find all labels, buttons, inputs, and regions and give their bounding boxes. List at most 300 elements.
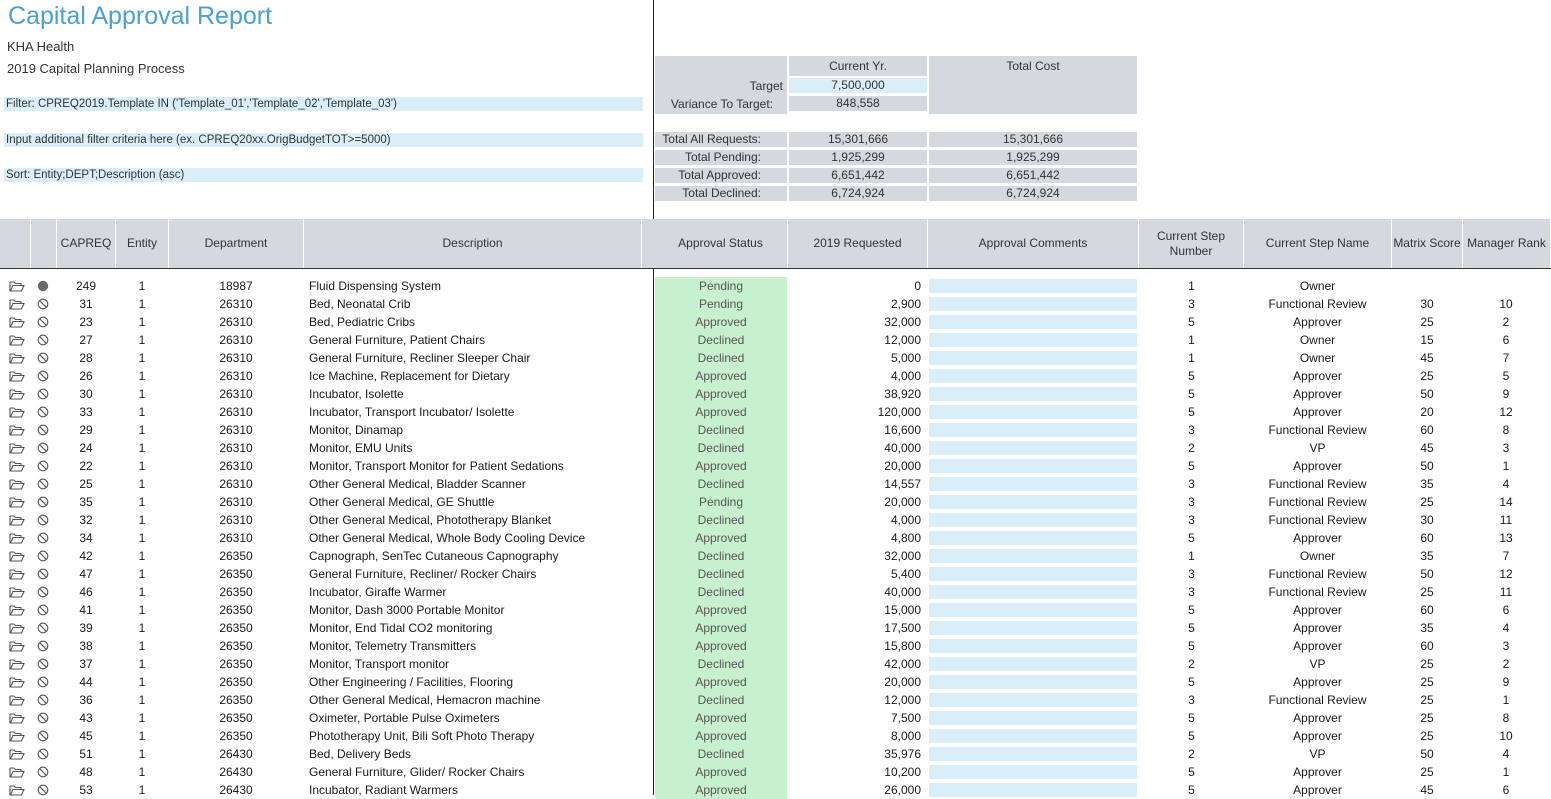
matrix-score-cell: 25 [1420,495,1434,509]
requested-cell: 120,000 [877,405,921,419]
cancel-icon[interactable] [37,727,51,745]
cancel-icon[interactable] [37,745,51,763]
department-cell: 26350 [219,675,253,689]
table-row [0,367,1551,385]
approval-status-cell[interactable]: Approved [655,457,787,475]
cancel-icon[interactable] [37,673,51,691]
header-manager-rank[interactable]: Manager Rank [1463,219,1551,268]
approval-comments-input[interactable] [929,315,1137,329]
approval-comments-input[interactable] [929,729,1137,743]
summary-line-label: Total All Requests: [655,132,787,147]
approval-status-cell[interactable]: Approved [655,403,787,421]
entity-cell: 1 [138,297,146,311]
folder-open-icon[interactable] [9,403,27,421]
folder-open-icon[interactable] [9,655,27,673]
capreq-cell: 29 [79,423,93,437]
department-cell: 26350 [219,639,253,653]
approval-comments-input[interactable] [929,765,1137,779]
description-cell: Fluid Dispensing System [309,279,442,293]
table-row [0,583,1551,601]
step-name-cell: Functional Review [1268,567,1367,581]
table-row [0,493,1551,511]
requested-cell: 32,000 [884,549,921,563]
summary-line-label: Total Approved: [655,168,787,183]
department-cell: 26310 [219,405,253,419]
requested-cell: 14,557 [884,477,921,491]
approval-comments-input[interactable] [929,423,1137,437]
description-cell: Monitor, Telemetry Transmitters [309,639,477,653]
folder-open-icon[interactable] [9,475,27,493]
step-name-cell: Approver [1293,729,1342,743]
approval-comments-input[interactable] [929,477,1137,491]
table-row [0,475,1551,493]
description-cell: Bed, Delivery Beds [309,747,412,761]
total-cost-header [929,56,1137,114]
description-cell: Incubator, Transport Incubator/ Isolette [309,405,515,419]
approval-comments-input[interactable] [929,297,1137,311]
folder-open-icon[interactable] [9,619,27,637]
approval-comments-input[interactable] [929,711,1137,725]
folder-open-icon[interactable] [9,583,27,601]
entity-cell: 1 [138,621,146,635]
report-title: Capital Approval Report [8,2,273,30]
cancel-icon[interactable] [37,367,51,385]
folder-open-icon[interactable] [9,367,27,385]
description-cell: Monitor, End Tidal CO2 monitoring [309,621,493,635]
header-approval-status[interactable]: Approval Status [654,219,788,268]
entity-cell: 1 [138,441,146,455]
department-cell: 26350 [219,693,253,707]
table-row [0,565,1551,583]
folder-open-icon[interactable] [9,439,27,457]
department-cell: 26350 [219,621,253,635]
description-cell: Monitor, Transport monitor [309,657,450,671]
matrix-score-cell: 50 [1420,567,1434,581]
approval-status-cell[interactable]: Declined [655,583,787,601]
cancel-icon[interactable] [37,565,51,583]
approval-comments-input[interactable] [929,639,1137,653]
approval-status-cell[interactable]: Approved [655,619,787,637]
step-name-cell: Approver [1293,459,1342,473]
step-name-cell: Functional Review [1268,513,1367,527]
approval-status-cell[interactable]: Declined [655,331,787,349]
capreq-cell: 36 [79,693,93,707]
step-number-cell: 5 [1188,369,1195,383]
folder-open-icon[interactable] [9,385,27,403]
approval-comments-input[interactable] [929,567,1137,581]
dot-icon[interactable] [37,277,51,295]
folder-open-icon[interactable] [9,421,27,439]
step-number-cell: 5 [1188,765,1195,779]
current-year-header: Current Yr. [789,56,927,76]
description-cell: General Furniture, Glider/ Rocker Chairs [309,765,525,779]
department-cell: 26350 [219,729,253,743]
department-cell: 26350 [219,585,253,599]
step-number-cell: 5 [1188,783,1195,797]
capreq-cell: 33 [79,405,93,419]
header-matrix-score[interactable]: Matrix Score [1392,219,1463,268]
folder-open-icon[interactable] [9,529,27,547]
step-name-cell: Approver [1293,387,1342,401]
table-row [0,781,1551,799]
approval-status-cell[interactable]: Approved [655,385,787,403]
approval-comments-input[interactable] [929,459,1137,473]
capreq-cell: 31 [79,297,93,311]
step-number-cell: 5 [1188,603,1195,617]
description-cell: Ice Machine, Replacement for Dietary [309,369,510,383]
folder-open-icon[interactable] [9,349,27,367]
department-cell: 26430 [219,747,253,761]
approval-comments-input[interactable] [929,387,1137,401]
capreq-cell: 45 [79,729,93,743]
department-cell: 26310 [219,351,253,365]
manager-rank-cell: 14 [1499,495,1513,509]
cancel-icon[interactable] [37,655,51,673]
approval-comments-input[interactable] [929,495,1137,509]
summary-line-current: 6,651,442 [789,168,927,183]
approval-status-cell[interactable]: Declined [655,511,787,529]
manager-rank-cell: 6 [1502,603,1510,617]
manager-rank-cell: 4 [1502,477,1510,491]
cancel-icon[interactable] [37,313,51,331]
folder-open-icon[interactable] [9,565,27,583]
capreq-cell: 44 [79,675,93,689]
approval-status-cell[interactable]: Pending [655,493,787,511]
requested-cell: 20,000 [884,459,921,473]
cancel-icon[interactable] [37,475,51,493]
table-row [0,295,1551,313]
capreq-cell: 34 [79,531,93,545]
table-header [0,219,1551,269]
step-number-cell: 3 [1188,513,1195,527]
description-cell: Other General Medical, Whole Body Cooling Device [309,531,586,545]
table-row [0,637,1551,655]
step-name-cell: Functional Review [1268,693,1367,707]
header-capreq[interactable]: CAPREQ [57,219,116,268]
step-name-cell: Approver [1293,675,1342,689]
approval-status-cell[interactable]: Approved [655,709,787,727]
step-number-cell: 3 [1188,693,1195,707]
requested-cell: 12,000 [884,693,921,707]
header-icon-column-2 [31,219,57,268]
approval-comments-input[interactable] [929,333,1137,347]
manager-rank-cell: 3 [1502,441,1510,455]
folder-open-icon[interactable] [9,637,27,655]
step-name-cell: Approver [1293,765,1342,779]
matrix-score-cell: 25 [1420,729,1434,743]
cancel-icon[interactable] [37,349,51,367]
entity-cell: 1 [138,315,146,329]
approval-comments-input[interactable] [929,351,1137,365]
cancel-icon[interactable] [37,583,51,601]
entity-cell: 1 [138,693,146,707]
capreq-cell: 28 [79,351,93,365]
header-description[interactable]: Description [304,219,642,268]
approval-status-cell[interactable]: Pending [655,295,787,313]
approval-comments-input[interactable] [929,657,1137,671]
folder-open-icon[interactable] [9,313,27,331]
summary-line-total: 15,301,666 [929,132,1137,147]
summary-line-current: 15,301,666 [789,132,927,147]
approval-status-cell[interactable]: Approved [655,673,787,691]
requested-cell: 20,000 [884,675,921,689]
folder-open-icon[interactable] [9,277,27,295]
folder-open-icon[interactable] [9,547,27,565]
approval-status-cell[interactable]: Approved [655,637,787,655]
cancel-icon[interactable] [37,781,51,799]
table-row [0,619,1551,637]
header-approval-comments[interactable]: Approval Comments [928,219,1139,268]
approval-comments-input[interactable] [929,405,1137,419]
step-number-cell: 3 [1188,585,1195,599]
step-number-cell: 5 [1188,387,1195,401]
matrix-score-cell: 50 [1420,747,1434,761]
department-cell: 26310 [219,369,253,383]
requested-cell: 40,000 [884,585,921,599]
cancel-icon[interactable] [37,493,51,511]
approval-comments-input[interactable] [929,549,1137,563]
step-name-cell: Owner [1299,279,1336,293]
department-cell: 26350 [219,711,253,725]
matrix-score-cell: 60 [1420,531,1434,545]
entity-cell: 1 [138,567,146,581]
approval-comments-input[interactable] [929,441,1137,455]
folder-open-icon[interactable] [9,727,27,745]
folder-open-icon[interactable] [9,601,27,619]
step-name-cell: VP [1309,441,1326,455]
manager-rank-cell: 2 [1502,657,1510,671]
department-cell: 26430 [219,783,253,797]
approval-comments-input[interactable] [929,693,1137,707]
description-cell: Monitor, Dash 3000 Portable Monitor [309,603,505,617]
requested-cell: 20,000 [884,495,921,509]
manager-rank-cell: 6 [1502,783,1510,797]
manager-rank-cell: 2 [1502,315,1510,329]
header-step-name[interactable]: Current Step Name [1244,219,1392,268]
manager-rank-cell: 12 [1499,567,1513,581]
entity-cell: 1 [138,369,146,383]
description-cell: Monitor, Dinamap [309,423,404,437]
folder-open-icon[interactable] [9,295,27,313]
matrix-score-cell: 25 [1420,657,1434,671]
step-name-cell: Approver [1293,405,1342,419]
header-entity[interactable]: Entity [116,219,169,268]
step-name-cell: Approver [1293,315,1342,329]
cancel-icon[interactable] [37,403,51,421]
capreq-cell: 38 [79,639,93,653]
folder-open-icon[interactable] [9,331,27,349]
capreq-cell: 30 [79,387,93,401]
manager-rank-cell: 1 [1502,459,1510,473]
step-number-cell: 5 [1188,621,1195,635]
header-step-number[interactable]: Current Step Number [1139,219,1244,268]
approval-status-cell[interactable]: Declined [655,565,787,583]
approval-status-cell[interactable]: Approved [655,781,787,799]
step-number-cell: 2 [1188,747,1195,761]
manager-rank-cell: 6 [1502,333,1510,347]
organization-name: KHA Health [7,39,75,54]
approval-status-cell[interactable]: Declined [655,655,787,673]
department-cell: 26350 [219,549,253,563]
capreq-cell: 42 [79,549,93,563]
variance-label: Variance To Target: [670,97,773,111]
manager-rank-cell: 10 [1499,297,1513,311]
cancel-icon[interactable] [37,421,51,439]
manager-rank-cell: 5 [1502,369,1510,383]
step-number-cell: 5 [1188,459,1195,473]
approval-comments-input[interactable] [929,369,1137,383]
requested-cell: 15,800 [884,639,921,653]
approval-status-cell[interactable]: Approved [655,763,787,781]
cancel-icon[interactable] [37,637,51,655]
table-row [0,403,1551,421]
folder-open-icon[interactable] [9,781,27,799]
description-cell: Bed, Pediatric Cribs [309,315,416,329]
matrix-score-cell: 60 [1420,423,1434,437]
capreq-cell: 39 [79,621,93,635]
requested-cell: 4,000 [890,369,921,383]
folder-open-icon[interactable] [9,691,27,709]
approval-status-cell[interactable]: Declined [655,421,787,439]
header-department[interactable]: Department [169,219,304,268]
matrix-score-cell: 60 [1420,603,1434,617]
approval-comments-input[interactable] [929,513,1137,527]
step-number-cell: 5 [1188,405,1195,419]
cancel-icon[interactable] [37,457,51,475]
requested-cell: 26,000 [884,783,921,797]
approval-status-cell[interactable]: Pending [655,277,787,295]
approval-status-cell[interactable]: Approved [655,727,787,745]
folder-open-icon[interactable] [9,745,27,763]
approval-comments-input[interactable] [929,603,1137,617]
approval-comments-input[interactable] [929,279,1137,293]
description-cell: Other General Medical, Hemacron machine [309,693,541,707]
matrix-score-cell: 35 [1420,477,1434,491]
cancel-icon[interactable] [37,691,51,709]
target-value[interactable]: 7,500,000 [789,78,927,93]
header-icon-column-1 [0,219,31,268]
table-row [0,673,1551,691]
step-name-cell: Functional Review [1268,585,1367,599]
step-name-cell: Functional Review [1268,423,1367,437]
department-cell: 26310 [219,297,253,311]
table-row [0,727,1551,745]
entity-cell: 1 [138,747,146,761]
step-number-cell: 1 [1188,351,1195,365]
entity-cell: 1 [138,423,146,437]
folder-open-icon[interactable] [9,457,27,475]
approval-status-cell[interactable]: Declined [655,691,787,709]
manager-rank-cell: 7 [1502,351,1510,365]
step-number-cell: 3 [1188,297,1195,311]
matrix-score-cell [1393,277,1461,295]
matrix-score-cell: 45 [1420,351,1434,365]
department-cell: 26310 [219,441,253,455]
capreq-cell: 47 [79,567,93,581]
cancel-icon[interactable] [37,709,51,727]
cancel-icon[interactable] [37,385,51,403]
step-number-cell: 5 [1188,315,1195,329]
cancel-icon[interactable] [37,529,51,547]
requested-cell: 17,500 [884,621,921,635]
folder-open-icon[interactable] [9,673,27,691]
step-number-cell: 3 [1188,477,1195,491]
approval-status-cell[interactable]: Declined [655,439,787,457]
step-number-cell: 3 [1188,423,1195,437]
entity-cell: 1 [138,675,146,689]
step-number-cell: 5 [1188,639,1195,653]
capreq-cell: 249 [75,279,97,293]
description-cell: Phototherapy Unit, Bili Soft Photo Therapy [309,729,535,743]
approval-status-cell[interactable]: Declined [655,349,787,367]
filter-criteria-input[interactable]: Input additional filter criteria here (ex. CPREQ20xx.OrigBudgetTOT>=5000) [4,133,643,147]
approval-status-cell[interactable]: Approved [655,313,787,331]
cancel-icon[interactable] [37,763,51,781]
matrix-score-cell: 50 [1420,387,1434,401]
matrix-score-cell: 50 [1420,459,1434,473]
table-row [0,457,1551,475]
table-row [0,277,1551,295]
capreq-cell: 27 [79,333,93,347]
table-row [0,511,1551,529]
manager-rank-cell: 12 [1499,405,1513,419]
approval-comments-input[interactable] [929,747,1137,761]
folder-open-icon[interactable] [9,763,27,781]
cancel-icon[interactable] [37,601,51,619]
approval-status-cell[interactable]: Approved [655,367,787,385]
approval-comments-input[interactable] [929,621,1137,635]
approval-status-cell[interactable]: Declined [655,547,787,565]
approval-status-cell[interactable]: Approved [655,529,787,547]
folder-open-icon[interactable] [9,709,27,727]
table-row [0,691,1551,709]
step-number-cell: 5 [1188,675,1195,689]
step-name-cell: Approver [1293,369,1342,383]
step-name-cell: Owner [1299,351,1336,365]
table-row [0,529,1551,547]
header-requested[interactable]: 2019 Requested [788,219,928,268]
approval-status-cell[interactable]: Declined [655,745,787,763]
entity-cell: 1 [138,783,146,797]
approval-status-cell[interactable]: Declined [655,475,787,493]
requested-cell: 5,400 [890,567,921,581]
folder-open-icon[interactable] [9,493,27,511]
department-cell: 26310 [219,477,253,491]
folder-open-icon[interactable] [9,511,27,529]
cancel-icon[interactable] [37,547,51,565]
capreq-cell: 24 [79,441,93,455]
department-cell: 26310 [219,513,253,527]
target-label: Target [749,79,783,93]
manager-rank-cell: 4 [1502,747,1510,761]
approval-status-cell[interactable]: Approved [655,601,787,619]
variance-value: 848,558 [789,96,927,111]
requested-cell: 12,000 [884,333,921,347]
approval-comments-input[interactable] [929,585,1137,599]
cancel-icon[interactable] [37,439,51,457]
approval-comments-input[interactable] [929,531,1137,545]
cancel-icon[interactable] [37,619,51,637]
cancel-icon[interactable] [37,295,51,313]
requested-cell: 4,000 [890,513,921,527]
capreq-cell: 41 [79,603,93,617]
matrix-score-cell: 20 [1420,405,1434,419]
matrix-score-cell: 25 [1420,315,1434,329]
cancel-icon[interactable] [37,331,51,349]
cancel-icon[interactable] [37,511,51,529]
manager-rank-cell: 9 [1502,387,1510,401]
approval-comments-input[interactable] [929,675,1137,689]
